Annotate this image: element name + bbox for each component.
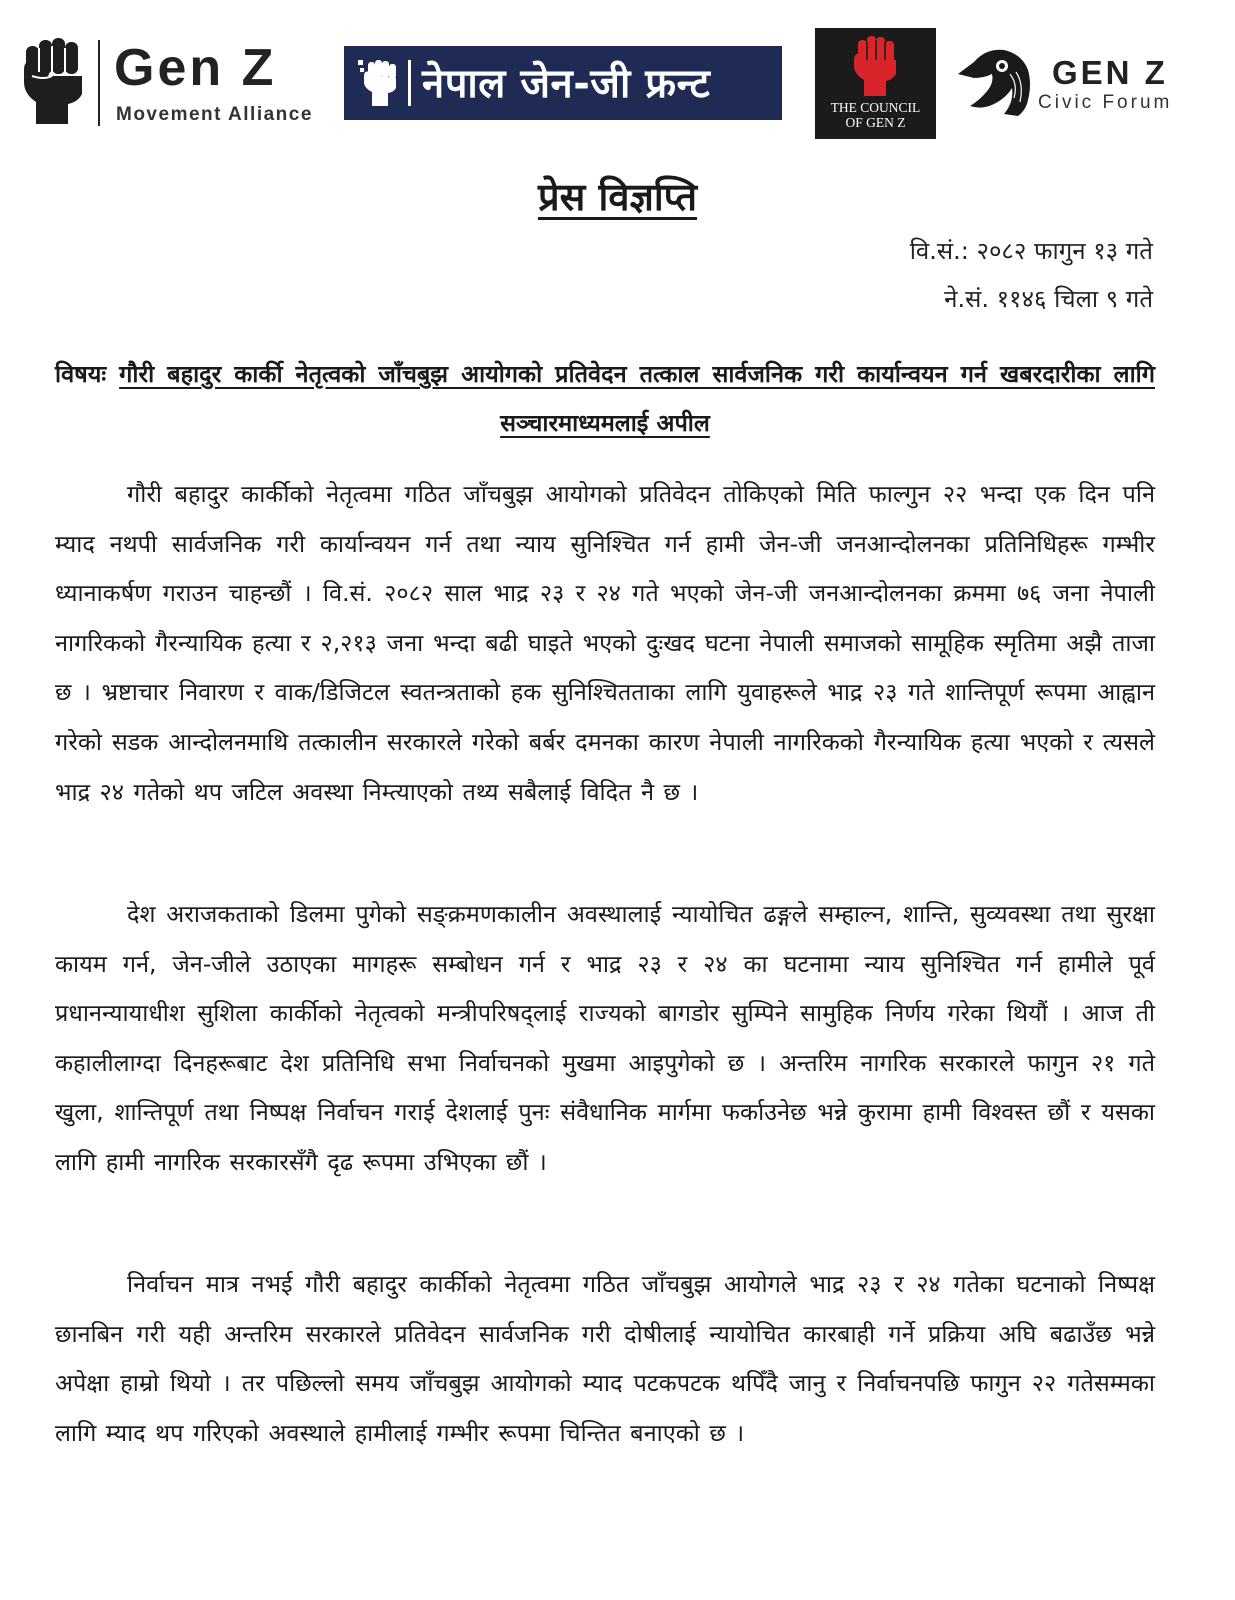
nepal-genz-front-logo [344, 46, 782, 120]
raised-fist-icon [22, 36, 86, 126]
subject-label: विषयः [55, 360, 107, 388]
logo-title: Gen Z [114, 39, 277, 97]
logo-title: GEN Z [1052, 54, 1168, 91]
logo-subtitle: Movement Alliance [116, 104, 313, 125]
logo-divider [98, 40, 100, 126]
genz-movement-alliance-logo [22, 36, 342, 132]
council-of-genz-logo [815, 28, 936, 139]
body-paragraph-3: निर्वाचन मात्र नभई गौरी बहादुर कार्कीको नेतृत्वमा गठित जाँचबुझ आयोगले भाद्र २३ र २४ गतेका घटनाको निष्पक्ष छानबिन गरी यही अन्तरिम सरकारले प्रतिवेदन सार्वजनिक गरी दोषीलाई न्यायोचित कारबाही गर्ने प्रक्रिया अघि बढाउँछ भन्ने अपेक्षा हाम्रो थियो । तर पछिल्लो समय जाँचबुझ आयोगको म्याद पटकपटक थपिँदै जानु र निर्वाचनपछि फागुन २२ गतेसम्मका लागि म्याद थप गरिएको अवस्थाले हामीलाई गम्भीर रूपमा चिन्तित बनाएको छ । [55, 1270, 1155, 1447]
crow-icon [956, 44, 1036, 118]
logo-title-line: THE COUNCIL [830, 100, 921, 115]
logo-header [0, 0, 1235, 160]
logo-title: नेपाल जेन-जी फ्रन्ट [422, 61, 711, 107]
body-paragraph-1: गौरी बहादुर कार्कीको नेतृत्वमा गठित जाँचबुझ आयोगको प्रतिवेदन तोकिएको मिति फाल्गुन २२ भन्दा एक दिन पनि म्याद नथपी सार्वजनिक गरी कार्यान्वयन गर्न तथा न्याय सुनिश्चित गर्न हामी जेन-जी जनआन्दोलनका प्रतिनिधिहरू गम्भीर ध्यानाकर्षण गराउन चाहन्छौं । वि.सं. २०८२ साल भाद्र २३ र २४ गते भएको जेन-जी जनआन्दोलनका क्रममा ७६ जना नेपाली नागरिकको गैरन्यायिक हत्या र २,२१३ जना भन्दा बढी घाइते भएको दुःखद घटना नेपाली समाजको सामूहिक स्मृतिमा अझै ताजा छ । भ्रष्टाचार निवारण र वाक/डिजिटल स्वतन्त्रताको हक सुनिश्चितताका लागि युवाहरूले भाद्र २३ गते शान्तिपूर्ण रूपमा आह्वान गरेको सडक आन्दोलनमाथि तत्कालीन सरकारले गरेको बर्बर दमनका कारण नेपाली नागरिकको गैरन्यायिक हत्या भएको र त्यसले भाद्र २४ गतेको थप जटिल अवस्था निम्त्याएको तथ्य सबैलाई विदित नै छ । [55, 480, 1155, 806]
logo-divider [408, 60, 411, 106]
logo-title-line: OF GEN Z [845, 115, 906, 130]
body-paragraph-2: देश अराजकताको डिलमा पुगेको सङ्क्रमणकालीन अवस्थालाई न्यायोचित ढङ्गले सम्हाल्न, शान्ति, सुव्यवस्था तथा सुरक्षा कायम गर्न, जेन-जीले उठाएका मागहरू सम्बोधन गर्न र भाद्र २३ र २४ का घटनामा न्याय सुनिश्चित गर्न हामीले पूर्व प्रधानन्यायाधीश सुशिला कार्कीको नेतृत्वको मन्त्रीपरिषद्लाई राज्यको बागडोर सुम्पिने सामुहिक निर्णय गरेका थियौं । आज ती कहालीलाग्दा दिनहरूबाट देश प्रतिनिधि सभा निर्वाचनको मुखमा आइपुगेको छ । अन्तरिम नागरिक सरकारले फागुन २१ गते खुला, शान्तिपूर्ण तथा निष्पक्ष निर्वाचन गराई देशलाई पुनः संवैधानिक मार्गमा फर्काउनेछ भन्ने कुरामा हामी विश्वस्त छौं र यसका लागि हामी नागरिक सरकारसँगै दृढ रूपमा उभिएका छौं । [55, 900, 1155, 1176]
date-nepal-sambat: ने.सं. ११४६ चिला ९ गते [944, 285, 1153, 313]
subject-line [55, 350, 1155, 448]
subject-text: गौरी बहादुर कार्की नेतृत्वको जाँचबुझ आयोगको प्रतिवेदन तत्काल सार्वजनिक गरी कार्यान्वयन गर्न खबरदारीका लागि सञ्चारमाध्यमलाई अपील [119, 360, 1155, 437]
press-release-title: प्रेस विज्ञप्ति [537, 175, 698, 219]
genz-civic-forum-logo [956, 44, 1196, 124]
date-bikram-sambat: वि.सं.: २०८२ फागुन १३ गते [909, 237, 1153, 265]
raised-fist-icon [358, 58, 400, 108]
logo-subtitle: Civic Forum [1038, 92, 1173, 113]
logo-title [815, 100, 936, 130]
red-fist-icon [850, 34, 900, 96]
